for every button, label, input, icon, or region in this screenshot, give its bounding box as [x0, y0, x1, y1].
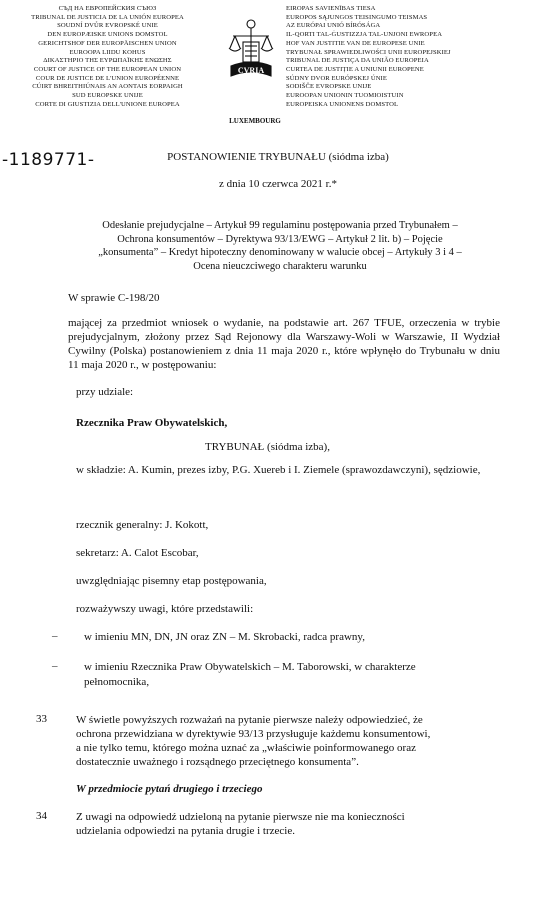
court-name: SOUDNÍ DVŮR EVROPSKÉ UNIE: [57, 22, 158, 30]
paragraph-33: [76, 713, 550, 769]
list-dash: –: [52, 660, 58, 672]
court-names-left: [0, 5, 215, 109]
procedure-note: uwzględniając pisemny etap postępowania,: [76, 575, 267, 587]
participation-label: przy udziale:: [76, 386, 134, 398]
curia-logo-icon: [225, 18, 277, 86]
court-name: SODIŠČE EVROPSKE UNIJE: [286, 83, 372, 91]
list-item: w imieniu MN, DN, JN oraz ZN – M. Skrobacki, radca prawny,: [84, 631, 365, 643]
court-name: CURTEA DE JUSTIȚIE A UNIUNII EUROPENE: [286, 65, 424, 73]
court-name: COURT OF JUSTICE OF THE EUROPEAN UNION: [33, 65, 182, 73]
observations-intro: rozważywszy uwagi, które przedstawili:: [76, 603, 254, 615]
court-name: EUROPEISKA UNIONENS DOMSTOL: [286, 100, 399, 108]
registrar: sekretarz: A. Calot Escobar,: [76, 547, 199, 559]
participant-name: Rzecznika Praw Obywatelskich,: [76, 417, 228, 429]
logo-text: CVRIA: [237, 66, 265, 75]
paragraph-line: ochrona przewidziana w dyrektywie 93/13 przysługuje każdemu konsumentowi,: [76, 728, 431, 740]
advocate-general: rzecznik generalny: J. Kokott,: [76, 519, 209, 531]
paragraph-number: 33: [36, 713, 47, 725]
paragraph-line: W świetle powyższych rozważań na pytanie pierwsze należy odpowiedzieć, że: [76, 714, 423, 726]
list-dash: –: [52, 630, 58, 642]
court-name: EUROOPA LIIDU KOHUS: [69, 48, 146, 56]
court-names-right: [286, 5, 556, 109]
court-city: LUXEMBOURG: [229, 117, 281, 125]
court-name: SUD EUROPSKE UNIJE: [72, 92, 143, 100]
section-heading: W przedmiocie pytań drugiego i trzeciego: [76, 783, 263, 795]
court-name: EUROPOS SĄJUNGOS TEISINGUMO TEISMAS: [286, 13, 428, 21]
court-name: GERICHTSHOF DER EUROPÄISCHEN UNION: [38, 39, 177, 47]
court-name: IL-QORTI TAL-ĠUSTIZZJA TAL-UNJONI EWROPEA: [286, 31, 443, 39]
court-name: EUROOPAN UNIONIN TUOMIOISTUIN: [286, 92, 404, 100]
paragraph-line: Z uwagi na odpowiedź udzieloną na pytanie pierwsze nie ma konieczności: [76, 811, 405, 823]
court-name: TRIBUNAL DE JUSTICIA DE LA UNIÓN EUROPEA: [31, 13, 184, 21]
court-name: TRYBUNAŁ SPRAWIEDLIWOŚCI UNII EUROPEJSKIEJ: [286, 48, 451, 56]
court-name: TRIBUNAL DE JUSTIÇA DA UNIÃO EUROPEIA: [286, 57, 429, 65]
paragraph-line: dostatecznie uważnego i rozsądnego przeciętnego konsumenta”.: [76, 756, 359, 768]
court-name: DEN EUROPÆISKE UNIONS DOMSTOL: [47, 31, 168, 39]
paragraph-line: a nie tylko temu, którego można uznać za „właściwie poinformowanego oraz: [76, 742, 416, 754]
court-name: COUR DE JUSTICE DE L'UNION EUROPÉENNE: [35, 74, 180, 82]
court-name: EIROPAS SAVIENĪBAS TIESA: [286, 5, 376, 12]
court-name: SÚDNY DVOR EURÓPSKEJ ÚNIE: [286, 74, 387, 82]
court-name: AZ EURÓPAI UNIÓ BÍRÓSÁGA: [286, 22, 381, 30]
court-name: ΔΙΚΑΣΤΗΡΙΟ ΤΗΣ ΕΥΡΩΠΑΪΚΗΣ ΕΝΩΣΗΣ: [43, 57, 172, 65]
court-formation: TRYBUNAŁ (siódma izba),: [205, 441, 330, 453]
paragraph-number: 34: [36, 810, 47, 822]
case-keywords: Odesłanie prejudycjalne – Artykuł 99 regulaminu postępowania przed Trybunałem – Ochrona konsumentów – Dyrektywa 93/13/EWG – Artykuł 2 lit. b) – Pojęcie „konsumenta” – Kredyt hipoteczny denominowany w walucie obcej – Artykuły 3 i 4 – Ocena nieuczciwego charakteru warunku: [98, 220, 462, 272]
paragraph-line: udzielania odpowiedzi na pytania drugie i trzecie.: [76, 825, 295, 837]
court-name: СЪД НА ЕВРОПЕЙСКИЯ СЪЮЗ: [58, 5, 157, 12]
list-item: w imieniu Rzecznika Praw Obywatelskich – M. Taborowski, w charakterze: [84, 661, 416, 673]
case-number: W sprawie C-198/20: [68, 292, 160, 304]
court-name: CÚIRT BHREITHIÚNAIS AN AONTAIS EORPAIGH: [32, 83, 183, 91]
document-title: POSTANOWIENIE TRYBUNAŁU (siódma izba): [167, 151, 389, 163]
document-date: z dnia 10 czerwca 2021 r.*: [219, 178, 337, 190]
handwritten-document-number: -1189771-: [2, 150, 95, 170]
list-item: pełnomocnika,: [84, 676, 150, 688]
intro-paragraph: mającej za przedmiot wniosek o wydanie, na podstawie art. 267 TFUE, orzeczenia w trybie prejudycjalnym, złożony przez Sąd Rejonowy dla Warszawy-Woli w Warszawie, II Wydział Cywilny (Polska) postanowieniem z dnia 11 maja 2020 r., które wpłynęło do Trybunału w dniu 11 maja 2020 r., w postępowaniu:: [68, 317, 500, 371]
paragraph-34: [76, 810, 550, 838]
court-composition: w składzie: A. Kumin, prezes izby, P.G. Xuereb i I. Ziemele (sprawozdawczyni), sędziowie,: [76, 464, 481, 476]
court-name: HOF VAN JUSTITIE VAN DE EUROPESE UNIE: [286, 39, 425, 47]
court-name: CORTE DI GIUSTIZIA DELL'UNIONE EUROPEA: [35, 100, 180, 108]
